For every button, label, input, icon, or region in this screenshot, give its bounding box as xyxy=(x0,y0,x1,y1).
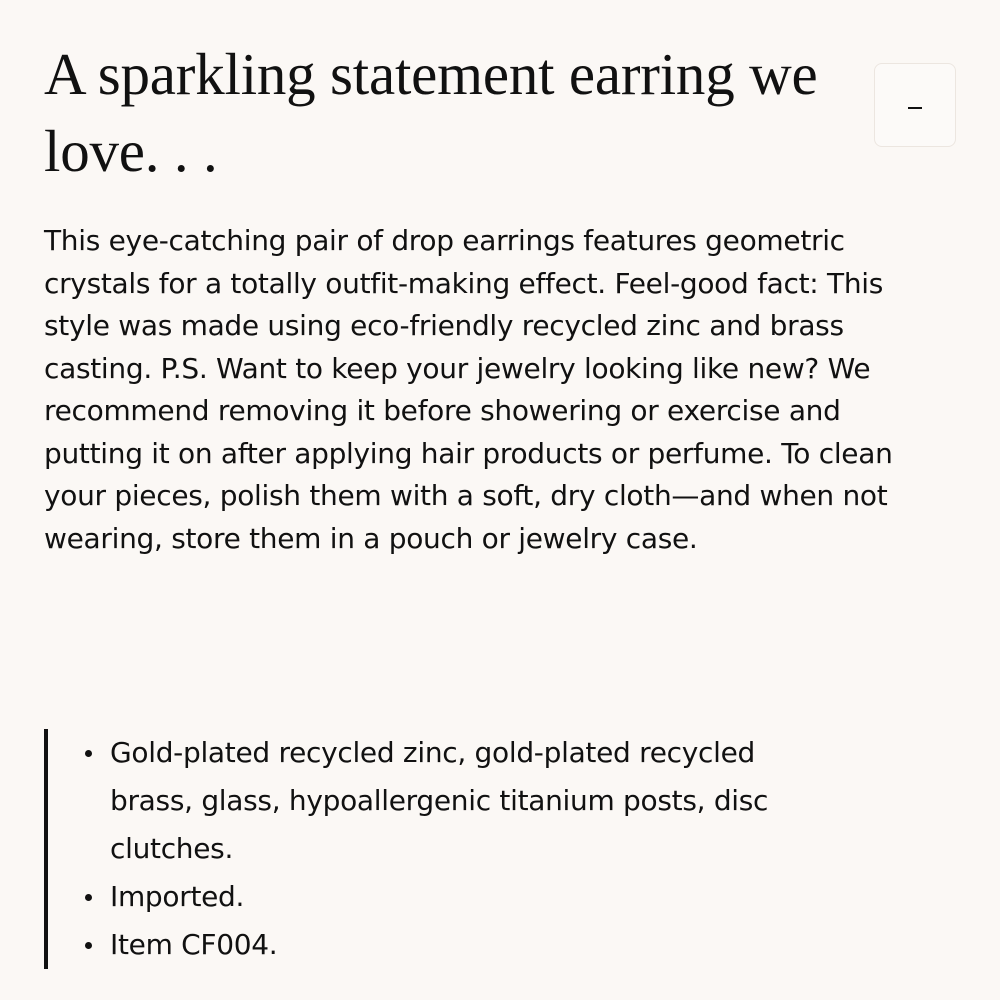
list-item-text: Imported. xyxy=(110,880,245,913)
list-item xyxy=(110,873,830,921)
list-item xyxy=(110,921,830,969)
list-item-text: Gold-plated recycled zinc, gold-plated recycled brass, glass, hypoallergenic titanium posts, disc clutches. xyxy=(110,736,769,865)
list-item xyxy=(110,729,830,873)
collapse-button[interactable] xyxy=(874,63,956,147)
bullet-icon xyxy=(85,750,92,757)
bullet-icon xyxy=(85,894,92,901)
product-details-list xyxy=(44,729,944,969)
minus-icon xyxy=(908,107,922,109)
product-headline: A sparkling statement earring we love. . . xyxy=(44,41,818,184)
bullet-icon xyxy=(85,942,92,949)
product-description: This eye-catching pair of drop earrings features geometric crystals for a totally outfit-making effect. Feel-good fact: This style was made using eco-friendly recycled zinc and brass casting. P.S. Want to keep your jewelry looking like new? We recommend removing it before showering or exercise and putting it on after applying hair products or perfume. To clean your pieces, polish them with a soft, dry cloth—and when not wearing, store them in a pouch or jewelry case. xyxy=(44,224,893,555)
list-item-text: Item CF004. xyxy=(110,928,278,961)
